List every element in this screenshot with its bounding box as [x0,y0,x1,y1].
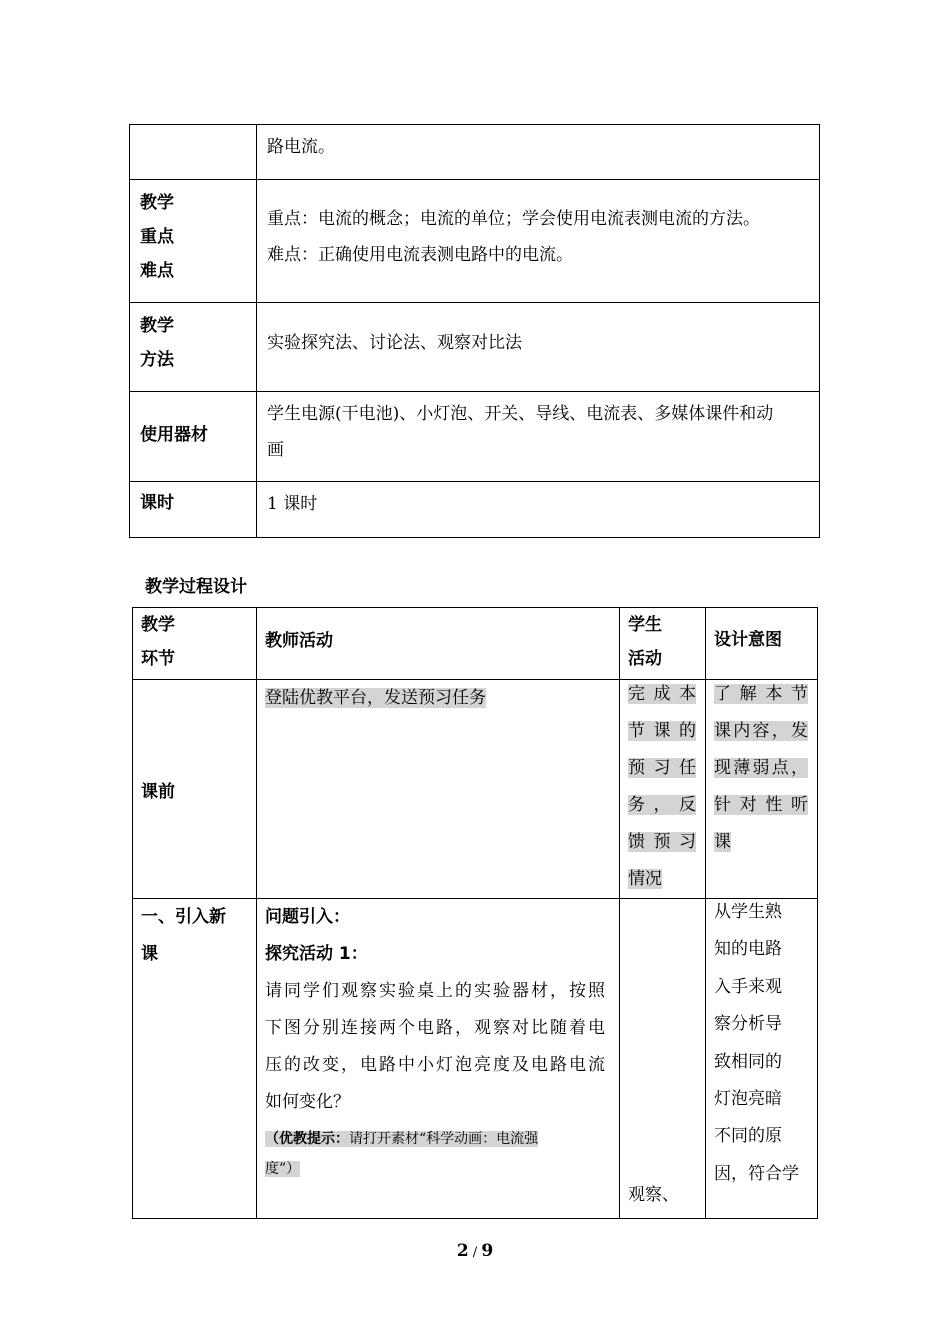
header-teacher-cell [257,608,620,680]
intro-student-text: 观察、 [628,1185,679,1205]
intro-intent-line: 灯泡亮暗 [714,1089,782,1110]
focus-label-line: 重点 [140,227,174,247]
continuation-label-cell [130,125,257,180]
intro-intent-cell [706,899,818,1219]
equipment-label-cell [130,392,257,482]
pre-class-intent-line: 现薄弱点， [714,758,808,778]
hours-label: 课时 [140,493,174,513]
pre-class-student-line: 节课的 [628,721,696,741]
hours-value: 1 课时 [267,494,318,514]
teaching-process-table [132,607,818,1219]
header-student-line: 学生 [628,615,662,635]
focus-key-text: 重点：电流的概念；电流的单位；学会使用电流表测电流的方法。 [267,209,760,229]
intro-activity-title: 探究活动 1： [265,944,368,964]
intro-intent-line: 知的电路 [714,939,782,960]
method-text: 实验探究法、讨论法、观察对比法 [267,333,522,353]
intro-teacher-line: 请同学们观察实验桌上的实验器材，按照 [265,981,605,1001]
continuation-cell [257,125,820,180]
lesson-info-table [129,124,820,538]
pre-class-stage-cell [133,680,257,899]
pre-class-stage: 课前 [141,781,175,802]
intro-teacher-line: 压的改变，电路中小灯泡亮度及电路电流 [265,1055,605,1075]
intro-stage-line: 一、引入新 [141,907,226,927]
continuation-text: 路电流。 [267,137,335,157]
method-label-line: 教学 [140,316,174,336]
hours-content-cell [257,482,820,538]
method-label-cell [130,303,257,392]
intro-intent-line: 不同的原 [714,1126,782,1147]
pre-class-intent-cell [706,680,818,899]
hint-text-end: 度”） [265,1161,301,1177]
pre-class-intent-line: 了解本节 [714,684,808,704]
intro-question-title: 问题引入： [265,907,350,927]
page-separator: / [472,1245,478,1260]
header-stage-line: 教学 [141,615,175,635]
intro-stage-cell [133,899,257,1219]
header-intent-cell [706,608,818,680]
pre-class-teacher-cell [257,680,620,899]
header-student-line: 活动 [628,649,662,669]
header-stage-cell [133,608,257,680]
equipment-label: 使用器材 [140,425,208,445]
intro-intent-line: 察分析导 [714,1014,782,1035]
intro-intent-line: 因，符合学 [714,1163,799,1184]
header-intent: 设计意图 [714,630,782,650]
pre-class-student-line: 馈预习 [628,832,696,852]
page-total: 9 [481,1241,494,1261]
focus-label-line: 教学 [140,193,174,213]
pre-class-student-line: 完成本 [628,684,696,704]
section-title: 教学过程设计 [145,577,247,597]
intro-intent-line: 从学生熟 [714,902,782,922]
hint-label: （优教提示： [265,1131,349,1147]
pre-class-student-cell [620,680,706,899]
intro-teacher-line: 如何变化？ [265,1092,350,1112]
equipment-text-line: 画 [267,440,284,460]
intro-intent-line: 入手来观 [714,976,782,997]
focus-difficult-text: 难点：正确使用电流表测电路中的电流。 [267,245,573,265]
intro-student-cell [620,899,706,1219]
header-teacher: 教师活动 [265,631,333,651]
method-label-line: 方法 [140,350,174,370]
pre-class-student-line: 务，反 [628,795,696,815]
intro-intent-line: 致相同的 [714,1051,782,1072]
hint-text: 请打开素材“科学动画：电流强 [349,1131,539,1147]
pre-class-student-line: 情况 [628,869,662,889]
page-number [0,1241,950,1261]
intro-teacher-cell [257,899,620,1219]
header-student-cell [620,608,706,680]
hours-label-cell [130,482,257,538]
equipment-text-line: 学生电源(干电池)、小灯泡、开关、导线、电流表、多媒体课件和动 [267,404,774,424]
focus-content-cell [257,180,820,303]
page-current: 2 [456,1241,469,1261]
pre-class-intent-line: 课内容，发 [714,721,808,741]
intro-stage-line: 课 [141,944,158,964]
method-content-cell [257,303,820,392]
focus-label-cell [130,180,257,303]
header-stage-line: 环节 [141,649,175,669]
equipment-content-cell [257,392,820,482]
intro-teacher-line: 下图分别连接两个电路，观察对比随着电 [265,1018,605,1038]
pre-class-intent-line: 课 [714,832,731,852]
pre-class-student-line: 预习任 [628,758,696,778]
focus-label-line: 难点 [140,261,174,281]
pre-class-teacher-text: 登陆优教平台，发送预习任务 [265,688,486,708]
pre-class-intent-line: 针对性听 [714,795,808,815]
